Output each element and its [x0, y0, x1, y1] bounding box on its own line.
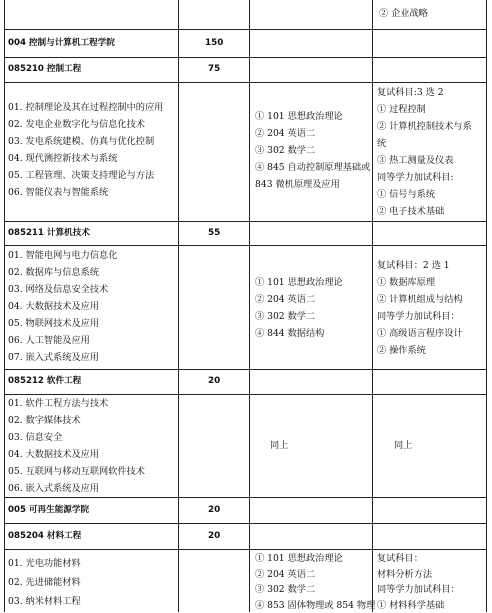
remarks-same-as-above: 同上: [394, 437, 412, 454]
exam-item: ② 204 英语二: [255, 291, 343, 308]
direction-item: 07. 嵌入式系统及应用: [8, 349, 117, 366]
row-divider: [4, 497, 486, 498]
exam-item: ① 101 思想政治理论: [255, 108, 370, 125]
direction-item: 06. 嵌入式系统及应用: [8, 480, 145, 497]
col-divider: [249, 0, 250, 612]
enrollment-count: 20: [208, 502, 220, 519]
exam-item: ② 204 英语二: [255, 567, 375, 583]
note-line: 统: [377, 135, 472, 152]
note-line: ② 电子技术基础: [377, 203, 472, 220]
direction-item: 04. 大数据技术及应用: [8, 446, 145, 463]
enrollment-count: 150: [205, 35, 223, 52]
direction-item: 05. 物联网技术及应用: [8, 315, 117, 332]
direction-item: 03. 纳米材料工程: [8, 592, 81, 611]
row-divider: [4, 549, 486, 550]
row-divider: [4, 245, 486, 246]
major-title: 085212 软件工程: [8, 373, 81, 390]
note-line: ① 数据库原理: [377, 274, 463, 291]
note-line: ① 高级语言程序设计: [377, 325, 463, 342]
note-line: ① 信号与系统: [377, 186, 472, 203]
note-line: 复试科目:3 选 2: [377, 84, 472, 101]
direction-item: 06. 智能仪表与智能系统: [8, 184, 163, 201]
prev-notes: [379, 5, 428, 22]
major-title: 085211 计算机技术: [8, 225, 90, 242]
exam-item: ④ 844 数据结构: [255, 325, 343, 342]
exam-item: ④ 845 自动控制原理基础或: [255, 159, 370, 176]
direction-item: 05. 工程管理、决策支持理论与方法: [8, 167, 163, 184]
note-line: ① 材料科学基础: [377, 598, 460, 613]
note-line: 材料分析方法: [377, 567, 460, 583]
enrollment-count: 55: [208, 225, 220, 242]
remarks: [377, 257, 463, 359]
exam-subjects: [255, 108, 370, 193]
row-divider: [4, 82, 486, 83]
direction-item: 02. 发电企业数字化与信息化技术: [8, 116, 163, 133]
row-divider: [4, 369, 486, 370]
note-line: ② 操作系统: [377, 342, 463, 359]
note-line: 同等学力加试科目：: [377, 582, 460, 598]
remarks: [377, 84, 472, 220]
note-line: ② 计算机组成与结构: [377, 291, 463, 308]
direction-item: 02. 数字媒体技术: [8, 412, 145, 429]
exam-item: ④ 853 固体物理或 854 物理: [255, 598, 375, 613]
note-line: 复试科目：: [377, 551, 460, 567]
note-line: ① 过程控制: [377, 101, 472, 118]
exam-item: ① 101 思想政治理论: [255, 551, 375, 567]
direction-item: 04. 现代测控新技术与系统: [8, 150, 163, 167]
remarks: [377, 551, 460, 613]
direction-item: 04. 大数据技术及应用: [8, 298, 117, 315]
major-title: 085204 材料工程: [8, 528, 81, 545]
direction-item: 03. 发电系统建模、仿真与优化控制: [8, 133, 163, 150]
major-title: 085210 控制工程: [8, 61, 81, 78]
direction-item: 01. 光电功能材料: [8, 554, 81, 573]
research-directions: [8, 554, 81, 611]
research-directions: [8, 247, 117, 366]
exam-item: ② 204 英语二: [255, 125, 370, 142]
direction-item: 05. 互联网与移动互联网软件技术: [8, 463, 145, 480]
exam-item: 843 微机原理及应用: [255, 176, 370, 193]
col-divider: [486, 0, 487, 612]
school-title: 004 控制与计算机工程学院: [8, 35, 115, 52]
exam-item: ③ 302 数学二: [255, 308, 343, 325]
row-divider: [4, 57, 486, 58]
direction-item: 01. 智能电网与电力信息化: [8, 247, 117, 264]
note-line: 同等学力加试科目:: [377, 169, 472, 186]
col-divider: [372, 0, 373, 612]
col-divider: [4, 0, 5, 612]
direction-item: 03. 网络及信息安全技术: [8, 281, 117, 298]
col-divider: [178, 0, 179, 612]
note-line: ③ 热工测量及仪表: [377, 152, 472, 169]
direction-item: 03. 信息安全: [8, 429, 145, 446]
direction-item: 06. 人工智能及应用: [8, 332, 117, 349]
note-line: 同等学力加试科目：: [377, 308, 463, 325]
school-title: 005 可再生能源学院: [8, 502, 89, 519]
exam-item: ③ 302 数学二: [255, 142, 370, 159]
row-divider: [4, 29, 486, 30]
enrollment-count: 20: [208, 528, 220, 545]
exam-subjects: [255, 274, 343, 342]
enrollment-count: 75: [208, 61, 220, 78]
direction-item: 02. 数据库与信息系统: [8, 264, 117, 281]
note-line: ② 企业战略: [379, 5, 428, 22]
direction-item: 02. 先进储能材料: [8, 573, 81, 592]
note-line: ② 计算机控制技术与系: [377, 118, 472, 135]
row-divider: [4, 221, 486, 222]
exam-item: ① 101 思想政治理论: [255, 274, 343, 291]
note-line: 复试科目：2 选 1: [377, 257, 463, 274]
exam-same-as-above: 同上: [270, 437, 288, 454]
exam-subjects: [255, 551, 375, 613]
direction-item: 01. 软件工程方法与技术: [8, 395, 145, 412]
exam-item: ③ 302 数学二: [255, 582, 375, 598]
direction-item: 01. 控制理论及其在过程控制中的应用: [8, 99, 163, 116]
row-divider: [4, 523, 486, 524]
research-directions: [8, 395, 145, 497]
enrollment-count: 20: [208, 373, 220, 390]
research-directions: [8, 99, 163, 201]
